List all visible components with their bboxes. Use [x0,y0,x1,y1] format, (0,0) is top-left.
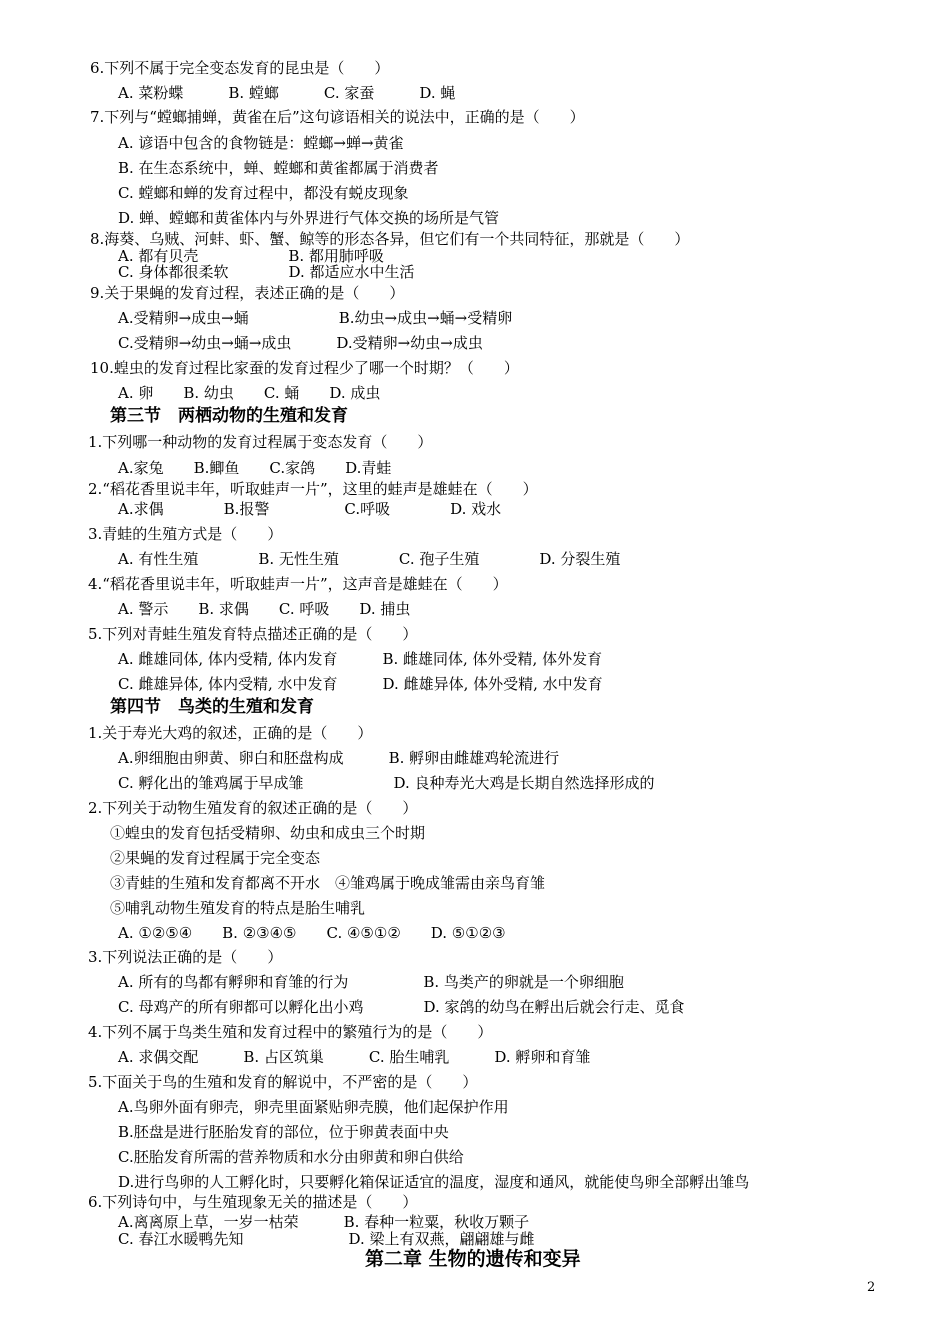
s3-question-3-options: A. 有性生殖 B. 无性生殖 C. 孢子生殖 D. 分裂生殖 [118,550,621,568]
chapter-2-heading: 第二章 生物的遗传和变异 [365,1248,581,1270]
s3-question-2: 2.“稻花香里说丰年，听取蛙声一片”，这里的蛙声是雄蛙在（ ） [88,480,538,498]
section-3-heading: 第三节 两栖动物的生殖和发育 [110,406,348,426]
s4-question-5-option-b: B.胚盘是进行胚胎发育的部位，位于卵黄表面中央 [118,1123,449,1141]
s3-question-4: 4.“稻花香里说丰年，听取蛙声一片”，这声音是雄蛙在（ ） [88,575,508,593]
question-6: 6.下列不属于完全变态发育的昆虫是（ ） [90,59,390,77]
s4-question-6-options-cd: C. 春江水暖鸭先知 D. 梁上有双燕，翩翩雄与雌 [118,1230,535,1248]
s4-question-2-options: A. ①②⑤④ B. ②③④⑤ C. ④⑤①② D. ⑤①②③ [118,924,506,942]
s4-question-1: 1.关于寿光大鸡的叙述，正确的是（ ） [88,724,373,742]
question-7-option-a: A. 谚语中包含的食物链是：螳螂→蝉→黄雀 [118,134,404,152]
s4-question-1-options-ab: A.卵细胞由卵黄、卵白和胚盘构成 B. 孵卵由雌雄鸡轮流进行 [118,749,560,767]
s4-question-1-options-cd: C. 孵化出的雏鸡属于早成雏 D. 良种寿光大鸡是长期自然选择形成的 [118,774,655,792]
question-10-options: A. 卵 B. 幼虫 C. 蛹 D. 成虫 [118,384,381,402]
section-4-heading: 第四节 鸟类的生殖和发育 [110,697,314,717]
question-8-options-cd: C. 身体都很柔软 D. 都适应水中生活 [118,263,415,281]
question-6-options: A. 菜粉蝶 B. 螳螂 C. 家蚕 D. 蝇 [118,84,456,102]
s4-question-5: 5.下面关于鸟的生殖和发育的解说中，不严密的是（ ） [88,1073,478,1091]
s4-question-5-option-a: A.鸟卵外面有卵壳，卵壳里面紧贴卵壳膜，他们起保护作用 [118,1098,509,1116]
s4-question-4-options: A. 求偶交配 B. 占区筑巢 C. 胎生哺乳 D. 孵卵和育雏 [118,1048,591,1066]
s3-question-1-options: A.家兔 B.鲫鱼 C.家鸽 D.青蛙 [118,459,392,477]
question-8-options-ab: A. 都有贝壳 B. 都用肺呼吸 [118,247,384,265]
question-7-option-b: B. 在生态系统中，蝉、螳螂和黄雀都属于消费者 [118,159,439,177]
question-10: 10.蝗虫的发育过程比家蚕的发育过程少了哪一个时期？（ ） [90,359,519,377]
s4-question-5-option-d: D.进行鸟卵的人工孵化时，只要孵化箱保证适宜的温度，湿度和通风，就能使鸟卵全部孵出雏鸟 [118,1173,750,1191]
s3-question-4-options: A. 警示 B. 求偶 C. 呼吸 D. 捕虫 [118,600,411,618]
page-number: 2 [867,1280,876,1295]
question-8: 8.海葵、乌贼、河蚌、虾、蟹、鲸等的形态各异，但它们有一个共同特征，那就是（ ） [90,230,690,248]
s4-question-4: 4.下列不属于鸟类生殖和发育过程中的繁殖行为的是（ ） [88,1023,493,1041]
s3-question-1: 1.下列哪一种动物的发育过程属于变态发育（ ） [88,433,433,451]
s4-question-3-options-ab: A. 所有的鸟都有孵卵和育雏的行为 B. 鸟类产的卵就是一个卵细胞 [118,973,624,991]
question-7-option-d: D. 蝉、螳螂和黄雀体内与外界进行气体交换的场所是气管 [118,209,500,227]
question-7-option-c: C. 螳螂和蝉的发育过程中，都没有蜕皮现象 [118,184,409,202]
s4-question-2-item-1: ①蝗虫的发育包括受精卵、幼虫和成虫三个时期 [110,824,426,842]
question-9: 9.关于果蝇的发育过程，表述正确的是（ ） [90,284,405,302]
question-9-options-ab: A.受精卵→成虫→蛹 B.幼虫→成虫→蛹→受精卵 [118,309,513,327]
s3-question-2-options: A.求偶 B.报警 C.呼吸 D. 戏水 [118,500,502,518]
s3-question-3: 3.青蛙的生殖方式是（ ） [88,525,283,543]
s4-question-2-items-3-4: ③青蛙的生殖和发育都离不开水 ④雏鸡属于晚成雏需由亲鸟育雏 [110,874,546,892]
s4-question-3: 3.下列说法正确的是（ ） [88,948,283,966]
s3-question-5-options-ab: A. 雌雄同体, 体内受精, 体内发育 B. 雌雄同体, 体外受精, 体外发育 [118,650,603,668]
s4-question-2-item-5: ⑤哺乳动物生殖发育的特点是胎生哺乳 [110,899,366,917]
s4-question-5-option-c: C.胚胎发育所需的营养物质和水分由卵黄和卵白供给 [118,1148,464,1166]
s3-question-5: 5.下列对青蛙生殖发育特点描述正确的是（ ） [88,625,418,643]
s4-question-2-item-2: ②果蝇的发育过程属于完全变态 [110,849,321,867]
question-9-options-cd: C.受精卵→幼虫→蛹→成虫 D.受精卵→幼虫→成虫 [118,334,483,352]
s4-question-6: 6.下列诗句中，与生殖现象无关的描述是（ ） [88,1193,418,1211]
s4-question-3-options-cd: C. 母鸡产的所有卵都可以孵化出小鸡 D. 家鸽的幼鸟在孵出后就会行走、觅食 [118,998,685,1016]
question-7: 7.下列与“螳螂捕蝉，黄雀在后”这句谚语相关的说法中，正确的是（ ） [90,108,585,126]
s4-question-6-options-ab: A.离离原上草，一岁一枯荣 B. 春种一粒粟，秋收万颗子 [118,1213,530,1231]
s3-question-5-options-cd: C. 雌雄异体, 体内受精, 水中发育 D. 雌雄异体, 体外受精, 水中发育 [118,675,603,693]
s4-question-2: 2.下列关于动物生殖发育的叙述正确的是（ ） [88,799,418,817]
